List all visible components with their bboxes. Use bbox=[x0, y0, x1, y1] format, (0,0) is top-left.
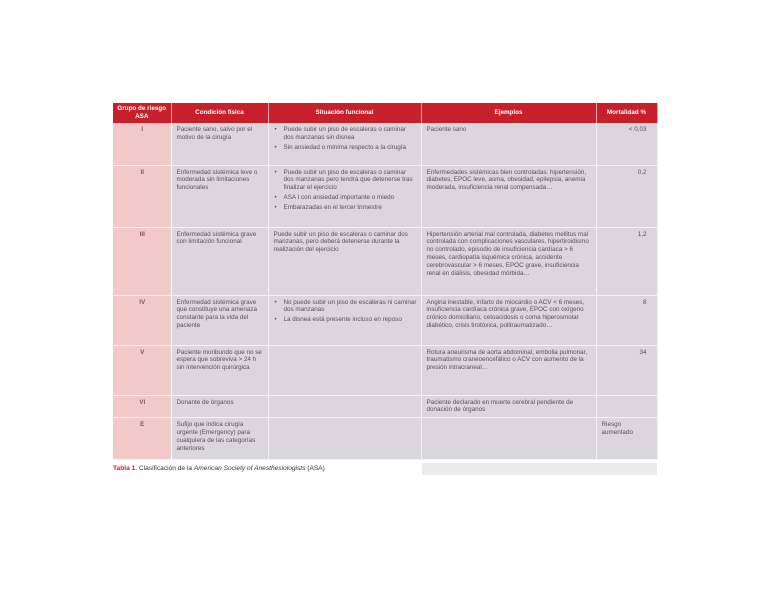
function-cell bbox=[268, 165, 421, 227]
function-item: • Puede subir un piso de escaleras o caminar dos manzanas pero tendrá que detenerse tras finalizar el ejercicio bbox=[274, 169, 417, 193]
header-situacion: Situación funcional bbox=[268, 103, 421, 123]
condition-cell: Enfermedad sistémica leve o moderada sin limitaciones funcionales bbox=[171, 165, 268, 227]
group-cell: II bbox=[113, 165, 171, 227]
examples-cell: Angina inestable, infarto de miocardio o ACV < 6 meses, insuficiencia cardíaca crónica grave, EPOC con oxígeno crónico domiciliario, cetoacidosis o coma hiperosmolar diabético, crisis tirotóxica, politraumatizado… bbox=[421, 295, 596, 345]
header-mortalidad: Mortalidad % bbox=[596, 103, 657, 123]
examples-cell: Enfermedades sistémicas bien controladas: hipertensión, diabetes, EPOC leve, asma, obesidad, epilepsia, anemia moderada, insuficiencia renal compensada… bbox=[421, 165, 596, 227]
table-header bbox=[113, 103, 657, 123]
examples-cell: Paciente sano bbox=[421, 123, 596, 165]
mortality-cell: 0,2 bbox=[596, 165, 657, 227]
group-cell: VI bbox=[113, 395, 171, 418]
function-cell bbox=[268, 418, 421, 460]
condition-cell: Paciente moribundo que no se espera que sobreviva > 24 h sin intervención quirúrgica bbox=[171, 345, 268, 395]
function-cell: Puede subir un piso de escaleras o caminar dos manzanas, pero deberá detenerse durante la realización del ejercicio bbox=[268, 227, 421, 295]
mortality-cell: < 0,03 bbox=[596, 123, 657, 165]
mortality-cell: Riesgo aumentado bbox=[596, 418, 657, 460]
caption-text: Clasificación de la bbox=[137, 465, 194, 472]
mortality-cell: 1,2 bbox=[596, 227, 657, 295]
table-body bbox=[113, 123, 657, 460]
group-cell: IV bbox=[113, 295, 171, 345]
function-item: • La disnea está presente incluso en reposo bbox=[274, 316, 417, 324]
function-item: • Embarazadas en el tercer trimestre bbox=[274, 204, 417, 212]
function-item: • Sin ansiedad o mínima respecto a la cirugía bbox=[274, 144, 417, 152]
caption-shade bbox=[422, 463, 657, 475]
table-row bbox=[113, 395, 657, 418]
header-grupo: Grupo de riesgo ASA bbox=[113, 103, 171, 123]
table-row bbox=[113, 295, 657, 345]
condition-cell: Enfermedad sistémica grave que constituye una amenaza constante para la vida del paciente bbox=[171, 295, 268, 345]
table-row bbox=[113, 165, 657, 227]
examples-cell: Hipertensión arterial mal controlada, diabetes mellitus mal controlada con complicaciones vasculares, hipertiroidismo no controlado, episodio de insuficiencia cardíaca > 6 meses, cardiopatía isquémica crónica, accidente cerebrovascular > 6 meses, EPOC grave, insuficiencia renal en diálisis, obesidad mórbida… bbox=[421, 227, 596, 295]
caption-text-end: (ASA) bbox=[305, 465, 325, 472]
examples-cell: Paciente declarado en muerte cerebral pendiente de donación de órganos bbox=[421, 395, 596, 418]
group-cell: E bbox=[113, 418, 171, 460]
asa-classification-table bbox=[113, 103, 658, 460]
group-cell: I bbox=[113, 123, 171, 165]
group-cell: III bbox=[113, 227, 171, 295]
condition-cell: Enfermedad sistémica grave con limitación funcional bbox=[171, 227, 268, 295]
table-row bbox=[113, 227, 657, 295]
examples-cell: Rotura aneurisma de aorta abdominal, embolia pulmonar, traumatismo craneoencefálico o ACV con aumento de la presión intracraneal… bbox=[421, 345, 596, 395]
function-cell bbox=[268, 295, 421, 345]
function-item: • No puede subir un piso de escaleras ni caminar dos manzanas bbox=[274, 299, 417, 315]
group-cell: V bbox=[113, 345, 171, 395]
header-condicion: Condición física bbox=[171, 103, 268, 123]
condition-cell: Sufijo que indica cirugía urgente (Emergency) para cualquiera de las categorías anteriores bbox=[171, 418, 268, 460]
function-item: • ASA I con ansiedad importante o miedo bbox=[274, 194, 417, 202]
header-ejemplos: Ejemplos bbox=[421, 103, 596, 123]
caption-italic: American Society of Anesthesiologists bbox=[193, 465, 306, 472]
table-row bbox=[113, 123, 657, 165]
function-cell bbox=[268, 345, 421, 395]
caption-label: Tabla 1. bbox=[113, 465, 138, 472]
mortality-cell: 34 bbox=[596, 345, 657, 395]
mortality-cell: 8 bbox=[596, 295, 657, 345]
table-row bbox=[113, 418, 657, 460]
table-caption bbox=[113, 463, 657, 475]
condition-cell: Donante de órganos bbox=[171, 395, 268, 418]
examples-cell bbox=[421, 418, 596, 460]
mortality-cell bbox=[596, 395, 657, 418]
function-cell bbox=[268, 123, 421, 165]
function-cell bbox=[268, 395, 421, 418]
condition-cell: Paciente sano, salvo por el motivo de la cirugía bbox=[171, 123, 268, 165]
function-item: • Puede subir un piso de escaleras o caminar dos manzanas sin disnea bbox=[274, 126, 417, 142]
table-row bbox=[113, 345, 657, 395]
